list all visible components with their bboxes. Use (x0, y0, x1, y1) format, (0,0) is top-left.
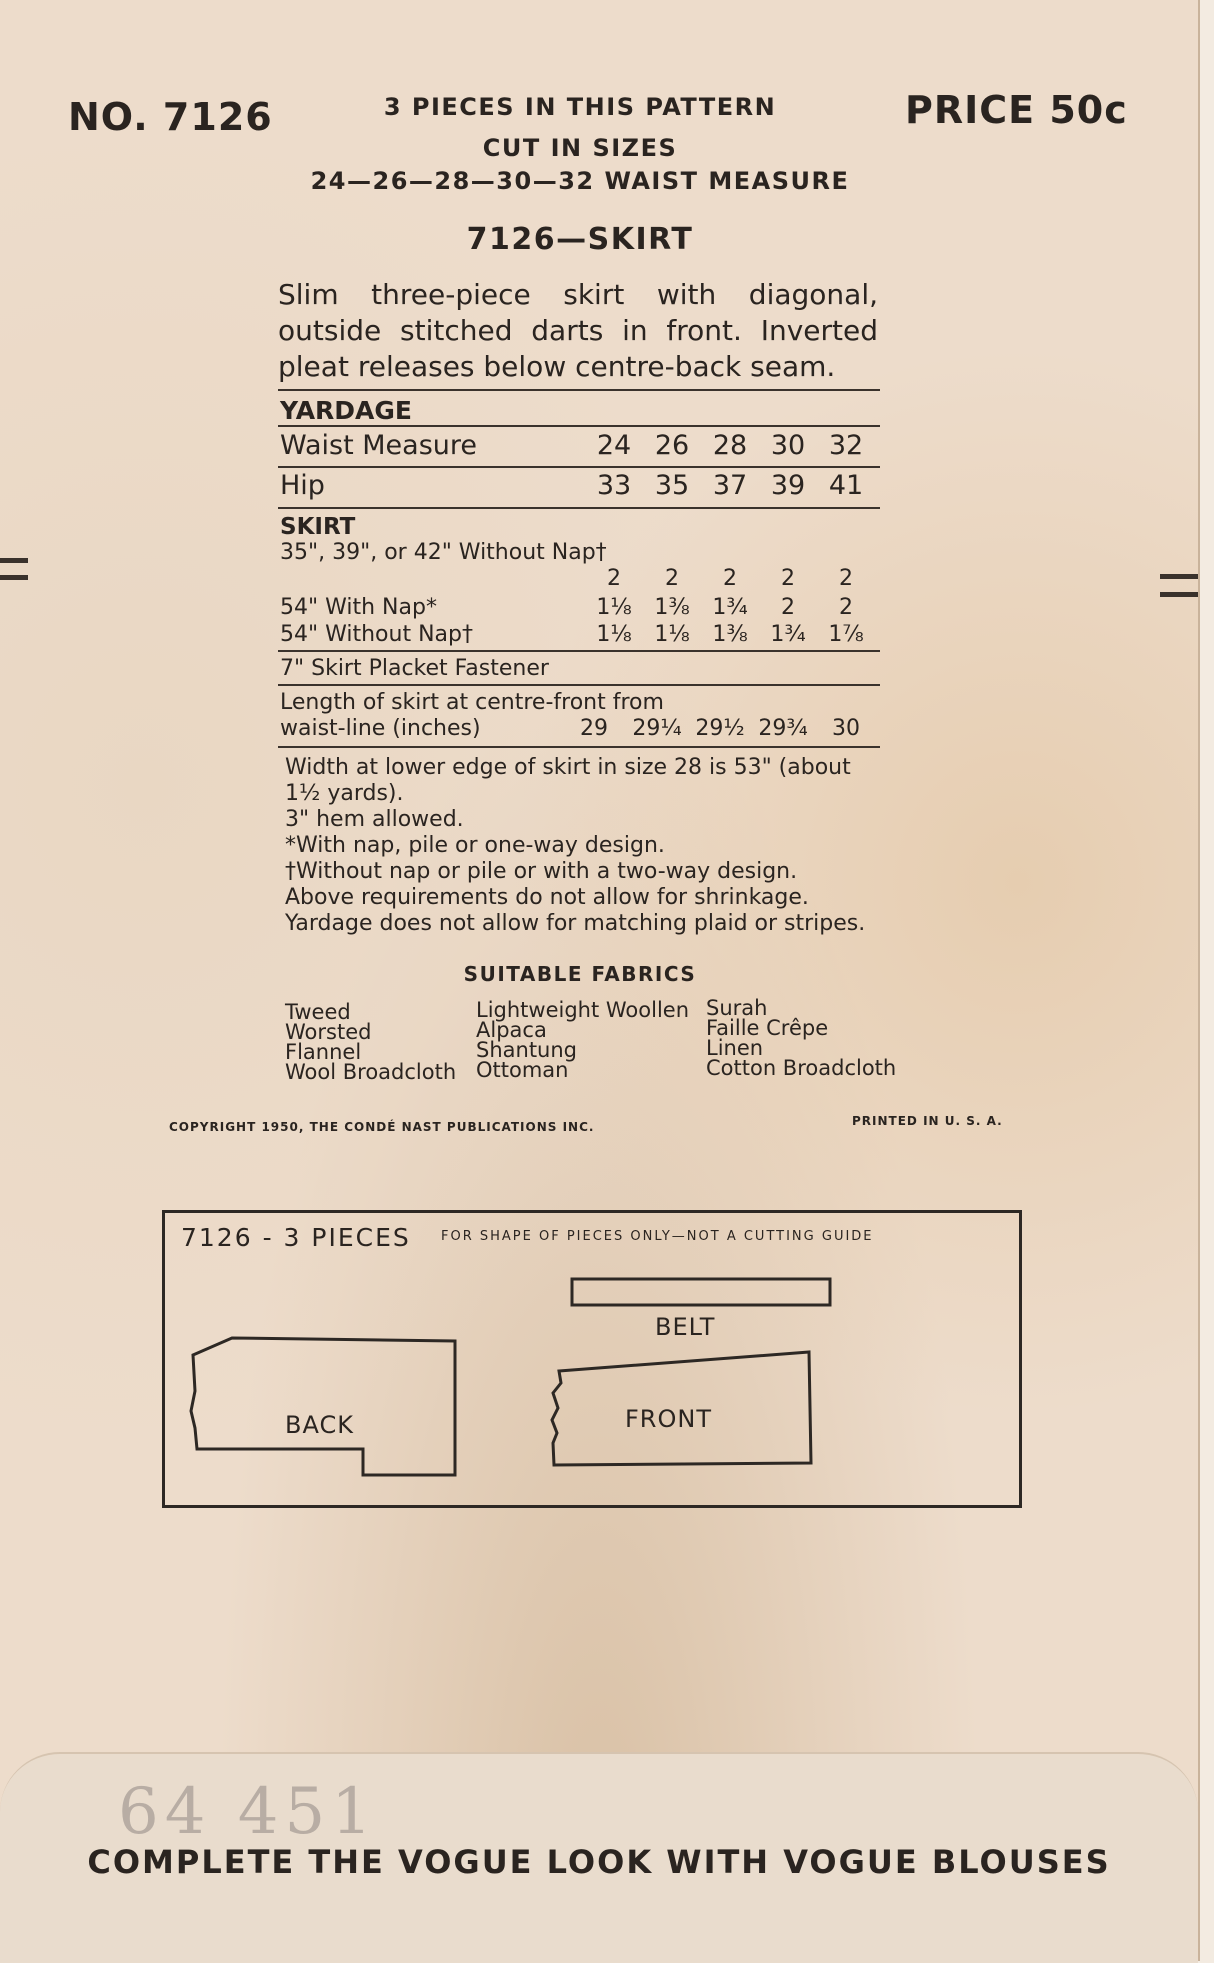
fabric-item: Alpaca (476, 1018, 547, 1042)
yardage-value: 1⅜ (654, 595, 690, 620)
waist-value: 24 (596, 430, 632, 461)
yardage-value: 2 (781, 566, 795, 591)
row3-values (585, 622, 875, 647)
note: *With nap, pile or one-way design. (285, 833, 665, 858)
placket-fastener: 7" Skirt Placket Fastener (280, 656, 549, 681)
fabric-item: Worsted (285, 1020, 372, 1044)
registration-mark (0, 558, 28, 563)
registration-mark (1160, 574, 1198, 579)
yardage-heading: YARDAGE (280, 396, 413, 425)
notes (285, 755, 885, 937)
with-nap-label: 54" With Nap* (280, 595, 437, 620)
fabric-item: Surah (706, 996, 768, 1020)
copyright: COPYRIGHT 1950, THE CONDÉ NAST PUBLICATIONS INC. (169, 1120, 595, 1134)
pieces-box-title: 7126 - 3 PIECES (181, 1223, 411, 1252)
length-value: 29¼ (632, 716, 682, 741)
description: Slim three-piece skirt with diagonal, outside stitched darts in front. Inverted pleat releases below centre-back seam. (278, 278, 878, 383)
yardage-value: 1¾ (712, 595, 748, 620)
yardage-value: 2 (723, 566, 737, 591)
waist-label: Waist Measure (280, 430, 478, 461)
pieces-count: 3 PIECES IN THIS PATTERN (383, 93, 777, 121)
belt-piece (572, 1279, 830, 1305)
note: 1½ yards). (285, 781, 404, 806)
waist-value: 32 (828, 430, 864, 461)
handwritten-stamp-number: 64 451 (118, 1775, 378, 1849)
with-nap-row (280, 595, 880, 620)
length-value: 29¾ (758, 716, 808, 741)
yardage-value: 2 (839, 595, 853, 620)
length-label-2: waist-line (inches) (280, 716, 481, 741)
yardage-value: 2 (607, 566, 621, 591)
yardage-value: 2 (781, 595, 795, 620)
yardage-value: 1⅞ (828, 622, 864, 647)
hip-value: 37 (712, 470, 748, 501)
yardage-value: 2 (839, 566, 853, 591)
back-piece (191, 1338, 455, 1475)
belt-label: BELT (655, 1313, 716, 1341)
fabric-item: Wool Broadcloth (285, 1060, 457, 1084)
hip-row (280, 470, 880, 501)
yardage-value: 1⅛ (654, 622, 690, 647)
divider (278, 507, 880, 509)
pattern-pieces-diagram (165, 1213, 1019, 1505)
waist-value: 28 (712, 430, 748, 461)
shape-note: FOR SHAPE OF PIECES ONLY—NOT A CUTTING GUIDE (441, 1229, 874, 1244)
note: †Without nap or pile or with a two-way design. (285, 859, 798, 884)
bottom-slogan: COMPLETE THE VOGUE LOOK WITH VOGUE BLOUSES (87, 1843, 1111, 1881)
without-nap-label: 54" Without Nap† (280, 622, 473, 647)
pattern-number: NO. 7126 (68, 95, 273, 139)
waist-values (585, 430, 875, 461)
hip-label: Hip (280, 470, 325, 501)
divider (278, 466, 880, 468)
hip-value: 41 (828, 470, 864, 501)
hip-values (585, 470, 875, 501)
hip-value: 35 (654, 470, 690, 501)
fabric-item: Linen (706, 1036, 764, 1060)
divider (278, 389, 880, 391)
divider (278, 650, 880, 652)
fabric-item: Tweed (285, 1000, 351, 1024)
fabric-column-2 (476, 1000, 689, 1080)
length-values (565, 716, 875, 741)
row1-values (585, 566, 875, 591)
fabric-item: Ottoman (476, 1058, 569, 1082)
hip-value: 33 (596, 470, 632, 501)
length-row (280, 716, 880, 741)
fabric-width-label: 35", 39", or 42" Without Nap† (280, 540, 607, 565)
yardage-value: 2 (665, 566, 679, 591)
front-label: FRONT (625, 1405, 712, 1433)
waist-value: 30 (770, 430, 806, 461)
row2-values (585, 595, 875, 620)
printed-in: PRINTED IN U. S. A. (852, 1114, 1003, 1128)
sizes-line: 24—26—28—30—32 WAIST MEASURE (310, 167, 850, 195)
fabric-item: Shantung (476, 1038, 578, 1062)
cut-in-sizes: CUT IN SIZES (482, 134, 678, 162)
yardage-value: 1¾ (770, 622, 806, 647)
fabric-item: Faille Crêpe (706, 1016, 829, 1040)
yardage-value: 1⅛ (596, 622, 632, 647)
pattern-pieces-box (162, 1210, 1022, 1508)
divider (278, 425, 880, 427)
fabric-column-3 (706, 998, 896, 1078)
skirt-heading: SKIRT (280, 514, 356, 540)
fabric-column-1 (285, 1002, 456, 1082)
price: PRICE 50c (905, 88, 1128, 132)
length-value: 29 (580, 716, 608, 741)
length-value: 30 (832, 716, 860, 741)
fabric-item: Flannel (285, 1040, 362, 1064)
back-label: BACK (285, 1411, 354, 1439)
yardage-value: 1⅜ (712, 622, 748, 647)
without-nap-row (280, 622, 880, 647)
yardage-value: 1⅛ (596, 595, 632, 620)
registration-mark (1160, 592, 1198, 597)
suitable-fabrics-heading: SUITABLE FABRICS (463, 962, 697, 986)
registration-mark (0, 575, 28, 580)
note: Above requirements do not allow for shrinkage. (285, 885, 809, 910)
divider (278, 684, 880, 686)
note: Width at lower edge of skirt in size 28 is 53" (about (285, 755, 851, 780)
length-label-1: Length of skirt at centre-front from (280, 690, 664, 715)
fabric-item: Lightweight Woollen (476, 998, 690, 1022)
waist-value: 26 (654, 430, 690, 461)
fabric-item: Cotton Broadcloth (706, 1056, 897, 1080)
divider (278, 746, 880, 748)
hip-value: 39 (770, 470, 806, 501)
pattern-title: 7126—SKIRT (466, 222, 694, 257)
note: Yardage does not allow for matching plaid or stripes. (285, 911, 866, 936)
waist-row (280, 430, 880, 461)
length-value: 29½ (695, 716, 745, 741)
note: 3" hem allowed. (285, 807, 464, 832)
